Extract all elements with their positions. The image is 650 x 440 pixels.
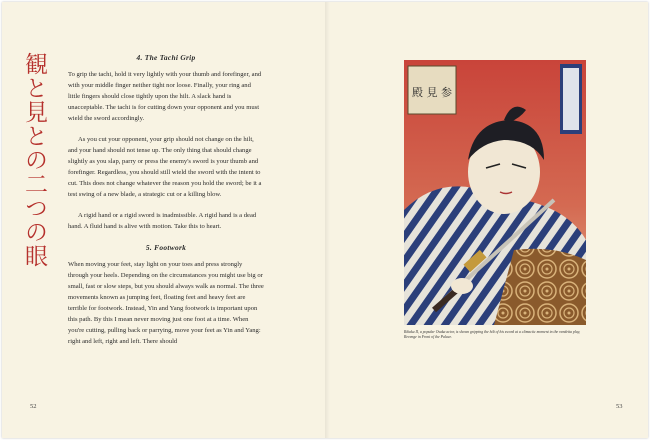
paragraph: A rigid hand or a rigid sword is inadmissible. A rigid hand is a dead hand. A fluid hand is alive with motion. Take this to heart.	[68, 212, 257, 230]
figure-caption: Rikaku II, a popular Osaka actor, is shown gripping the hilt of his sword at a climactic moment in the vendetta play, Revenge in Front of the Palace.	[404, 330, 581, 339]
cartouche-text: 殿 見 参	[412, 86, 452, 99]
book-spread	[2, 2, 648, 438]
main-text-column	[68, 52, 264, 357]
section-heading-footwork: 5. Footwork	[145, 243, 187, 252]
book-gutter	[325, 2, 333, 438]
paragraph: As you cut your opponent, your grip should not change on the hilt, and your hand should not tense up. The only thing that should change slightly as you slap, parry or press the enemy's sword is your thumb and forefinger. Regardless, you should still wield the sword with the intent to cut. This does not change whatever the reason you hold the sword; be it a test swing of a new blade, a strategic cut or a killing blow.	[68, 136, 262, 198]
page-number-right: 53	[616, 403, 623, 410]
page-number-left: 52	[30, 403, 37, 410]
woodblock-print-illustration	[404, 60, 586, 325]
print-artwork	[404, 60, 586, 325]
vertical-kanji-title: 観と見との二つの眼	[21, 52, 47, 268]
paragraph: When moving your feet, stay light on your toes and press strongly through your heels. Depending on the circumstances you might use big or small, fast or slow steps, but you should always walk as normal. The three movements known as jumping feet, floating feet and heavy feet are terrible for footwork. Instead, Yin and Yang footwork is important upon this path. By this I mean never moving just one foot at a time. When you're cutting, pulling back or parrying, move your feet as Yin and Yang: right and left, right and left. There should	[68, 261, 264, 345]
section-heading-tachi-grip: 4. The Tachi Grip	[136, 53, 196, 62]
actor-hand	[451, 278, 473, 294]
paragraph: To grip the tachi, hold it very lightly with your thumb and forefinger, and with your middle finger neither tight nor loose. Finally, your ring and little fingers should close tightly upon the hilt. A slack hand is unacceptable. The tachi is for cutting down your opponent and you must wield the sword accordingly.	[68, 71, 262, 122]
